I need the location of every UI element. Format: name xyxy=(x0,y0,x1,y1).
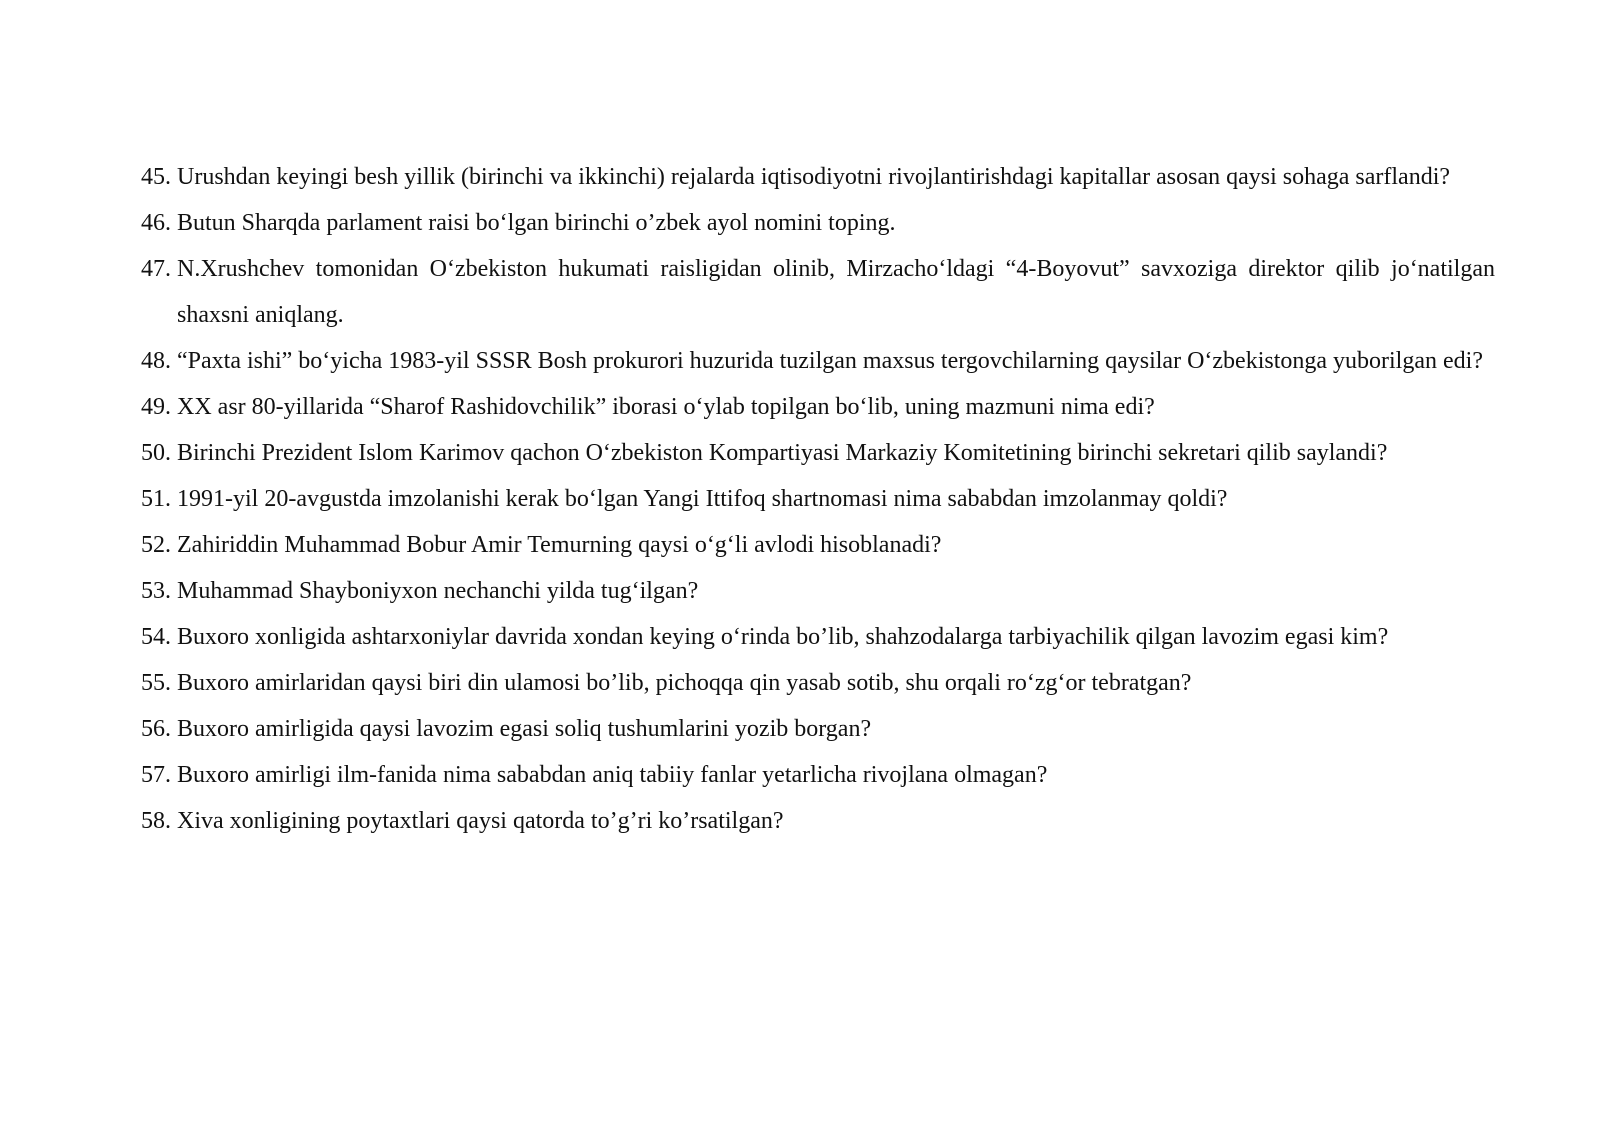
question-item-56 xyxy=(141,706,1495,752)
question-item-46 xyxy=(141,200,1495,246)
question-text: Butun Sharqda parlament raisi boʻlgan birinchi o’zbek ayol nomini toping. xyxy=(177,210,896,236)
question-text: Zahiriddin Muhammad Bobur Amir Temurning qaysi oʻgʻli avlodi hisoblanadi? xyxy=(177,532,942,558)
question-number: 48. xyxy=(141,348,171,374)
question-item-48 xyxy=(141,338,1495,384)
question-item-50 xyxy=(141,430,1495,476)
question-number: 50. xyxy=(141,440,171,466)
question-number: 45. xyxy=(141,164,171,190)
question-text: N.Xrushchev tomonidan Oʻzbekiston hukumati raisligidan olinib, Mirzachoʻldagi “4-Boyovut” savxoziga direktor qilib joʻnatilgan shaxsni aniqlang. xyxy=(177,256,1495,328)
question-item-49 xyxy=(141,384,1495,430)
question-number: 55. xyxy=(141,670,171,696)
question-item-45 xyxy=(141,154,1495,200)
question-item-58 xyxy=(141,798,1495,844)
question-text: 1991-yil 20-avgustda imzolanishi kerak boʻlgan Yangi Ittifoq shartnomasi nima sababdan imzolanmay qoldi? xyxy=(177,486,1228,512)
question-number: 47. xyxy=(141,256,171,282)
question-text: Buxoro amirligi ilm-fanida nima sababdan aniq tabiiy fanlar yetarlicha rivojlana olmagan? xyxy=(177,762,1048,788)
question-number: 54. xyxy=(141,624,171,650)
question-text: “Paxta ishi” boʻyicha 1983-yil SSSR Bosh prokurori huzurida tuzilgan maxsus tergovchilarning qaysilar Oʻzbekistonga yuborilgan edi? xyxy=(177,348,1483,374)
question-item-57 xyxy=(141,752,1495,798)
question-number: 53. xyxy=(141,578,171,604)
question-item-52 xyxy=(141,522,1495,568)
question-text: XX asr 80-yillarida “Sharof Rashidovchilik” iborasi oʻylab topilgan boʻlib, uning mazmuni nima edi? xyxy=(177,394,1155,420)
question-item-53 xyxy=(141,568,1495,614)
question-number: 49. xyxy=(141,394,171,420)
question-number: 56. xyxy=(141,716,171,742)
question-text: Buxoro xonligida ashtarxoniylar davrida xondan keying oʻrinda bo’lib, shahzodalarga tarbiyachilik qilgan lavozim egasi kim? xyxy=(177,624,1389,650)
question-text: Buxoro amirlaridan qaysi biri din ulamosi bo’lib, pichoqqa qin yasab sotib, shu orqali roʻzgʻor tebratgan? xyxy=(177,670,1192,696)
question-text: Xiva xonligining poytaxtlari qaysi qatorda to’g’ri ko’rsatilgan? xyxy=(177,808,784,834)
question-number: 51. xyxy=(141,486,171,512)
question-number: 52. xyxy=(141,532,171,558)
question-item-55 xyxy=(141,660,1495,706)
question-text: Muhammad Shayboniyxon nechanchi yilda tugʻilgan? xyxy=(177,578,699,604)
question-number: 58. xyxy=(141,808,171,834)
question-item-51 xyxy=(141,476,1495,522)
question-list xyxy=(141,154,1495,844)
question-number: 57. xyxy=(141,762,171,788)
question-text: Birinchi Prezident Islom Karimov qachon Oʻzbekiston Kompartiyasi Markaziy Komitetining birinchi sekretari qilib saylandi? xyxy=(177,440,1388,466)
question-item-54 xyxy=(141,614,1495,660)
question-text: Urushdan keyingi besh yillik (birinchi va ikkinchi) rejalarda iqtisodiyotni rivojlantirishdagi kapitallar asosan qaysi sohaga sarflandi? xyxy=(177,164,1451,190)
question-item-47 xyxy=(141,246,1495,338)
question-text: Buxoro amirligida qaysi lavozim egasi soliq tushumlarini yozib borgan? xyxy=(177,716,872,742)
question-number: 46. xyxy=(141,210,171,236)
